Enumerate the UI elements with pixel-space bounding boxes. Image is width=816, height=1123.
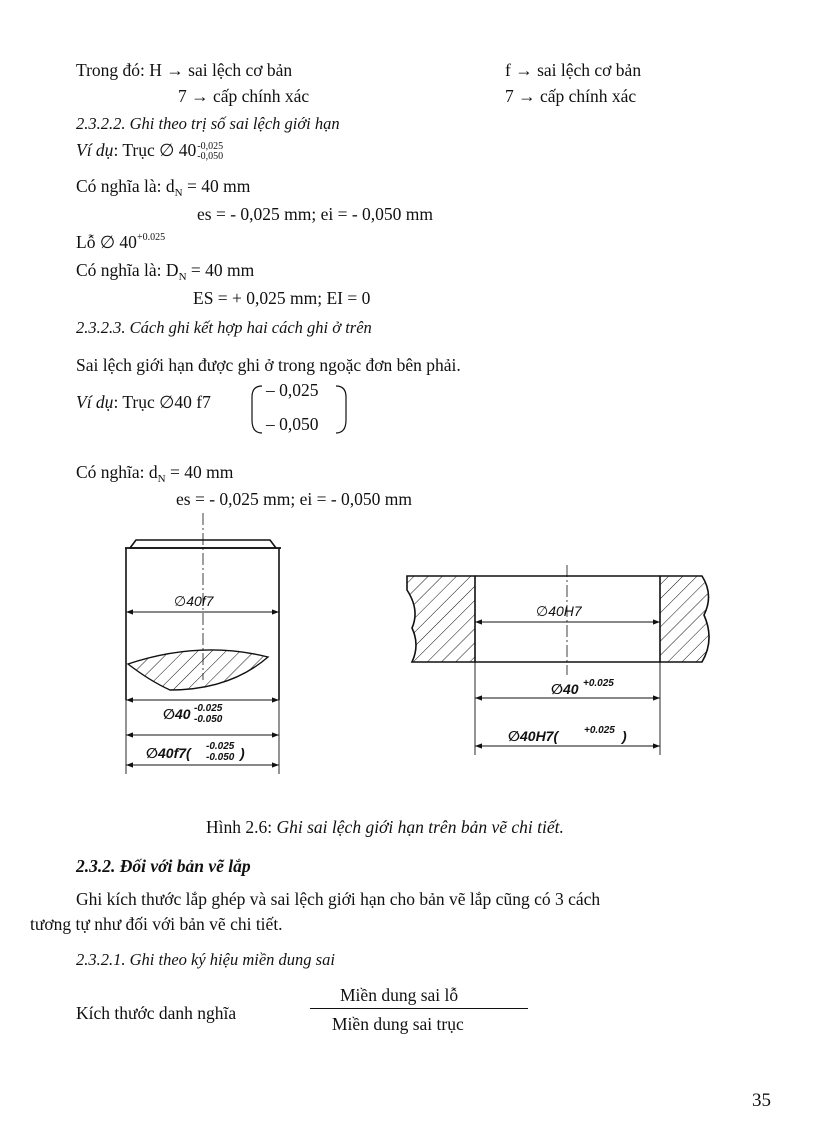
text-line: 7 → cấp chính xác (505, 86, 637, 106)
hole-left-wall (407, 576, 475, 662)
paragraph-line: tương tự như đối với bản vẽ chi tiết. (30, 914, 283, 934)
shaft-dim3-upper: -0.025 (206, 741, 235, 752)
hole-right-wall (660, 576, 709, 662)
text-segment: Có nghĩa là: d (76, 176, 175, 196)
upper-deviation: – 0,025 (266, 380, 319, 400)
fraction-bar (310, 1008, 528, 1009)
superscript: +0.025 (136, 232, 166, 243)
fraction-label: Kích thước danh nghĩa (76, 1003, 237, 1023)
hole-drawing (407, 565, 709, 755)
example-label: Ví dụ (76, 140, 114, 160)
fraction-numerator: Miền dung sai lỗ (340, 985, 459, 1005)
text-line: es = - 0,025 mm; ei = - 0,050 mm (197, 204, 434, 224)
hole-dim-label-1: ∅40H7 (536, 603, 582, 619)
example-text: : Trục ∅ 40 (113, 140, 197, 160)
text-segment: Có nghĩa: d (76, 462, 158, 482)
subscript: N (174, 187, 183, 199)
subscript: N (157, 473, 166, 485)
shaft-dim-label-2: ∅40 (163, 706, 191, 722)
text-line: f → sai lệch cơ bản (505, 60, 642, 80)
figure-caption (206, 817, 564, 838)
section-heading: 2.3.2.3. Cách ghi kết hợp hai cách ghi ở trên (76, 318, 372, 337)
hole-dim3-sup: +0.025 (584, 725, 615, 736)
lower-deviation: – 0,050 (266, 414, 319, 434)
shaft-dim-upper: -0.025 (194, 703, 223, 714)
text-line: Sai lệch giới hạn được ghi ở trong ngoặc đơn bên phải. (76, 355, 461, 375)
paragraph-line: Ghi kích thước lắp ghép và sai lệch giới hạn cho bản vẽ lắp cũng có 3 cách (76, 889, 601, 909)
text-line: Trong đó: H → sai lệch cơ bản (76, 60, 293, 80)
hole-dim-label-3: ∅40H7( (508, 728, 559, 744)
fraction-denominator: Miền dung sai trục (332, 1014, 464, 1034)
hole-dim-label-2: ∅40 (551, 681, 579, 697)
lower-deviation: -0,050 (197, 150, 224, 162)
text-segment: = 40 mm (186, 260, 255, 280)
subscript: N (178, 271, 187, 283)
text-segment: = 40 mm (182, 176, 251, 196)
section-heading: 2.3.2. Đối với bản vẽ lắp (76, 856, 251, 876)
caption-text: Ghi sai lệch giới hạn trên bản vẽ chi tiết. (276, 817, 564, 837)
text-line: ES = + 0,025 mm; EI = 0 (193, 288, 371, 308)
shaft-dim-lower: -0.050 (194, 714, 223, 725)
shaft-dim3-lower: -0.050 (206, 752, 235, 763)
section-heading: 2.3.2.1. Ghi theo ký hiệu miền dung sai (76, 950, 335, 969)
section-heading: 2.3.2.2. Ghi theo trị số sai lệch giới hạn (76, 114, 340, 133)
example-label: Ví dụ (76, 392, 114, 412)
shaft-drawing (125, 513, 281, 774)
shaft-break-section (128, 650, 268, 690)
page-number: 35 (752, 1090, 771, 1111)
shaft-dim-label-1: ∅40f7 (174, 593, 214, 609)
example-text: : Trục ∅40 f7 (113, 392, 211, 412)
shaft-dim3-close: ) (240, 745, 245, 761)
text-line: 7 → cấp chính xác (178, 86, 310, 106)
text-line: es = - 0,025 mm; ei = - 0,050 mm (176, 489, 413, 509)
hole-dim2-sup: +0.025 (583, 678, 614, 689)
upper-deviation: -0,025 (197, 140, 224, 152)
caption-prefix: Hình 2.6: (206, 817, 277, 837)
text-segment: = 40 mm (165, 462, 234, 482)
hole-dim3-close: ) (622, 728, 627, 744)
text-segment: Lỗ ∅ 40 (76, 232, 137, 252)
text-segment: Có nghĩa là: D (76, 260, 179, 280)
shaft-dim-label-3: ∅40f7( (146, 745, 191, 761)
